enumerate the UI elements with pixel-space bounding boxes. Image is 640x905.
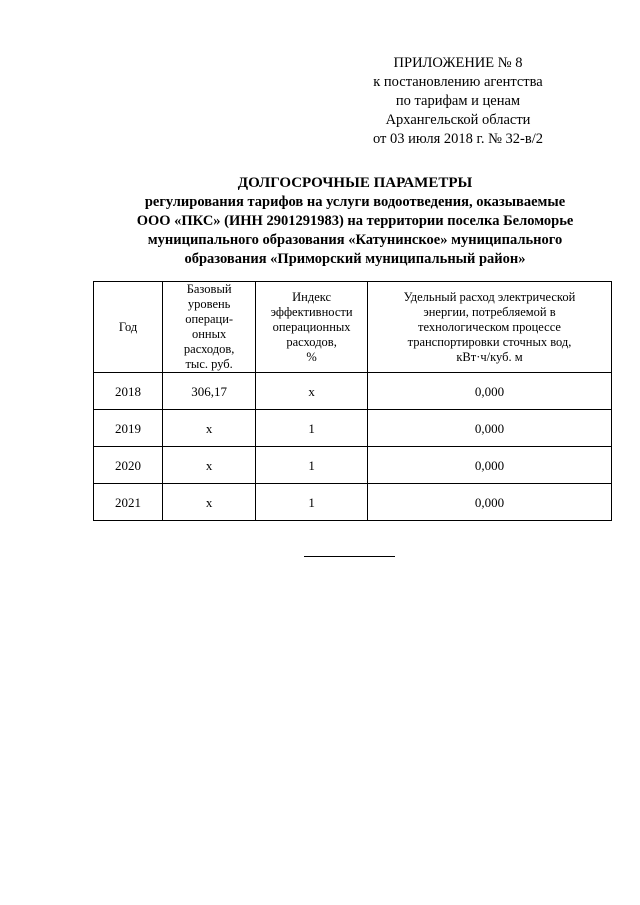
parameters-table	[93, 281, 612, 521]
header-line: Удельный расход электрической	[403, 289, 576, 304]
table-header	[94, 282, 612, 373]
header-line: операци-	[185, 312, 234, 326]
appendix-line: по тарифам и ценам	[395, 93, 521, 109]
document-subtitle-line: муниципального образования «Катунинское» муниципального	[147, 232, 563, 248]
cell-base-level: х	[163, 410, 256, 447]
cell-energy-consumption: 0,000	[368, 410, 612, 447]
cell-efficiency-index: 1	[256, 484, 368, 521]
cell-year: 2018	[94, 373, 163, 410]
header-line: эффективности	[270, 304, 353, 319]
table-header-row	[94, 282, 612, 373]
document-heading	[100, 174, 610, 269]
appendix-date-line: от 03 июля 2018 г. № 32-в/2	[372, 131, 543, 147]
cell-year: 2019	[94, 410, 163, 447]
document-title: ДОЛГОСРОЧНЫЕ ПАРАМЕТРЫ	[237, 175, 473, 191]
header-line: кВт·ч/куб. м	[456, 349, 523, 364]
appendix-line: Архангельской области	[385, 112, 531, 128]
header-base-level	[163, 282, 256, 373]
header-line: транспортировки сточных вод,	[407, 334, 572, 349]
appendix-line: к постановлению агентства	[373, 74, 543, 90]
cell-energy-consumption: 0,000	[368, 447, 612, 484]
header-line: технологическом процессе	[418, 319, 561, 334]
cell-energy-consumption: 0,000	[368, 373, 612, 410]
header-line: уровень	[187, 297, 231, 311]
appendix-block	[330, 54, 586, 149]
cell-efficiency-index: 1	[256, 410, 368, 447]
cell-base-level: х	[163, 484, 256, 521]
header-efficiency-index	[256, 282, 368, 373]
header-energy-consumption	[368, 282, 612, 373]
cell-efficiency-index: х	[256, 373, 368, 410]
table-body	[94, 373, 612, 521]
header-line: энергии, потребляемой в	[423, 304, 556, 319]
appendix-number: ПРИЛОЖЕНИЕ № 8	[393, 55, 523, 71]
cell-base-level: 306,17	[163, 373, 256, 410]
closing-divider	[304, 556, 395, 557]
document-subtitle-line: ООО «ПКС» (ИНН 2901291983) на территории поселка Беломорье	[136, 213, 574, 229]
header-line: Базовый	[186, 282, 232, 296]
header-line: тыс. руб.	[185, 357, 233, 371]
header-line: операционных	[272, 319, 351, 334]
header-line: %	[306, 349, 317, 364]
cell-efficiency-index: 1	[256, 447, 368, 484]
table-row	[94, 484, 612, 521]
header-line: Индекс	[292, 289, 332, 304]
table-row	[94, 410, 612, 447]
header-year	[94, 282, 163, 373]
table-row	[94, 447, 612, 484]
header-line: расходов,	[183, 342, 235, 356]
cell-year: 2021	[94, 484, 163, 521]
cell-year: 2020	[94, 447, 163, 484]
header-line: Год	[118, 319, 138, 334]
document-subtitle-line: образования «Приморский муниципальный район»	[184, 251, 526, 267]
header-line: онных	[191, 327, 227, 341]
header-line: расходов,	[286, 334, 337, 349]
document-subtitle-line: регулирования тарифов на услуги водоотведения, оказываемые	[144, 194, 566, 210]
table-row	[94, 373, 612, 410]
cell-energy-consumption: 0,000	[368, 484, 612, 521]
cell-base-level: х	[163, 447, 256, 484]
